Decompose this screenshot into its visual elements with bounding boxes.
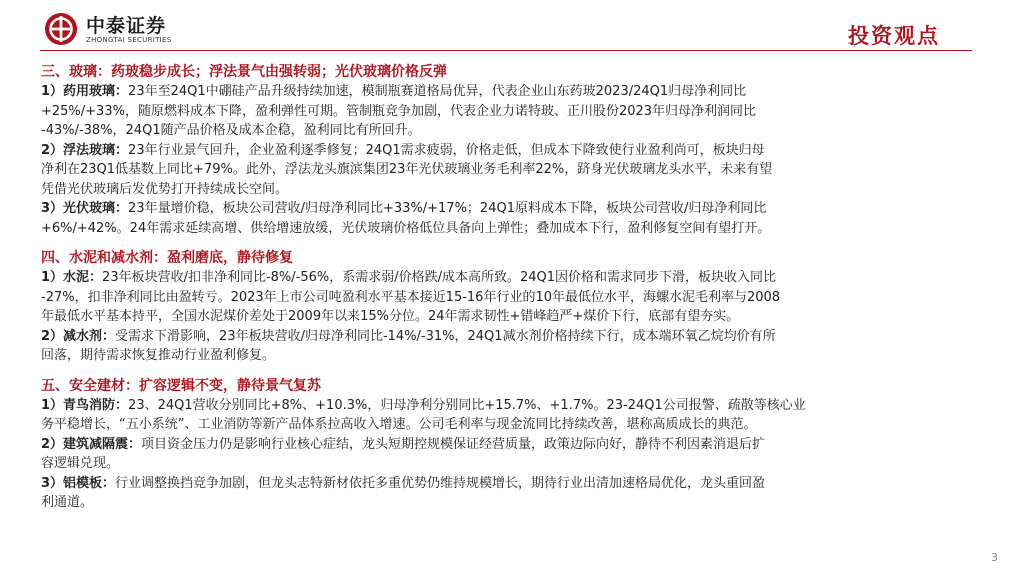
section-spacer <box>41 238 999 248</box>
zhongtai-logo-icon <box>44 12 78 46</box>
paragraph-qingniao <box>41 396 999 435</box>
page-title: 投资观点 <box>848 24 940 48</box>
paragraph-line <box>41 141 999 161</box>
section-title: 四、水泥和减水剂：盈利磨底，静待修复 <box>41 250 293 266</box>
paragraph-line: 年最低水平基本持平，全国水泥煤价差处于2009年以来15%分位。24年需求韧性+错峰趋严+煤价下行，底部有望夯实。 <box>41 309 740 324</box>
section-cement <box>41 248 999 366</box>
paragraph-text: 23、24Q1营收分别同比+8%、+10.3%，归母净利分别同比+15.7%、+1.7%。23-24Q1公司报警、疏散等核心业 <box>128 397 806 413</box>
paragraph-text: 23年板块营收/扣非净利同比-8%/-56%，系需求弱/价格跌/成本高所致。24Q1因价格和需求同步下滑，板块收入同比 <box>102 270 777 285</box>
paragraph-line: 回落，期待需求恢复推动行业盈利修复。 <box>41 348 276 363</box>
paragraph-label: 2）建筑减隔震： <box>41 436 142 452</box>
paragraph-float-glass <box>41 141 999 200</box>
paragraph-text: 受需求下滑影响，23年板块营收/归母净利同比-14%/-31%，24Q1减水剂价格持续下行，成本端环氧乙烷均价有所 <box>115 328 776 344</box>
section-safety-materials <box>41 376 999 513</box>
paragraph-text: 项目资金压力仍是影响行业核心症结，龙头短期控规模保证经营质量，政策边际向好，静待不利因素消退后扩 <box>141 436 766 452</box>
slide-header <box>0 0 1024 58</box>
paragraph-label: 2）浮法玻璃： <box>41 142 129 158</box>
paragraph-text: 行业调整换挡竞争加剧，但龙头志特新材依托多重优势仍维持规模增长，期待行业出清加速格局优化，龙头重回盈 <box>115 475 766 491</box>
paragraph-label: 3）光伏玻璃： <box>41 201 129 216</box>
paragraph-label: 1）青鸟消防： <box>41 397 129 413</box>
section-title: 三、玻璃：药玻稳步成长；浮法景气由强转弱；光伏玻璃价格反弹 <box>41 64 447 80</box>
paragraph-line <box>41 199 999 219</box>
paragraph-line <box>41 396 999 416</box>
paragraph-text: 23年至24Q1中硼硅产品升级持续加速，模制瓶赛道格局优异，代表企业山东药玻2023/24Q1归母净利同比 <box>128 84 747 99</box>
paragraph-line: 容逻辑兑现。 <box>41 456 120 471</box>
paragraph-line: 净利在23Q1低基数上同比+79%。此外，浮法龙头旗滨集团23年光伏玻璃业务毛利率22%，跻身光伏玻璃龙头水平，未来有望 <box>41 162 773 177</box>
paragraph-line: -43%/-38%，24Q1随产品价格及成本企稳，盈利同比有所回升。 <box>41 123 421 138</box>
paragraph-cement <box>41 268 999 327</box>
paragraph-line <box>41 327 999 347</box>
paragraph-line: -27%，扣非净利同比由盈转亏。2023年上市公司吨盈利水平基本接近15-16年行业的10年最低位水平，海螺水泥毛利率与2008 <box>41 289 781 305</box>
paragraph-seismic-isolation <box>41 435 999 474</box>
paragraph-line: 务平稳增长，“五小系统”、工业消防等新产品体系拉高收入增速。公司毛利率与现金流同比持续改善，堪称高质成长的典范。 <box>41 417 757 432</box>
paragraph-aluminum-formwork <box>41 474 999 513</box>
paragraph-pv-glass <box>41 199 999 238</box>
section-title: 五、安全建材：扩容逻辑不变，静待景气复苏 <box>41 377 321 394</box>
paragraph-text: 23年行业景气回升，企业盈利逐季修复；24Q1需求疲弱，价格走低，但成本下降致使行业盈利尚可，板块归母 <box>128 142 765 158</box>
paragraph-line: 利通道。 <box>41 495 94 510</box>
paragraph-line: +6%/+42%。24年需求延续高增、供给增速放缓，光伏玻璃价格低位具备向上弹性；叠加成本下行，盈利修复空间有望打开。 <box>41 220 771 236</box>
brand-name-cn: 中泰证券 <box>86 15 167 37</box>
paragraph-pharma-glass <box>41 82 999 141</box>
brand-name-en: ZHONGTAI SECURITIES <box>86 36 172 44</box>
paragraph-label: 3）铝模板： <box>41 475 116 491</box>
slide-body <box>41 62 999 513</box>
paragraph-line <box>41 268 999 288</box>
paragraph-label: 1）药用玻璃： <box>41 84 129 99</box>
paragraph-label: 1）水泥： <box>41 270 103 285</box>
paragraph-line <box>41 474 999 494</box>
paragraph-line: 凭借光伏玻璃后发优势打开持续成长空间。 <box>41 181 289 197</box>
paragraph-line: +25%/+33%，随原燃料成本下降，盈利弹性可期。管制瓶竞争加剧，代表企业力诺特玻、正川股份2023年归母净利润同比 <box>41 103 757 119</box>
paragraph-water-reducer <box>41 327 999 366</box>
paragraph-text: 23年量增价稳，板块公司营收/归母净利同比+33%/+17%；24Q1原料成本下降，板块公司营收/归母净利同比 <box>128 201 767 216</box>
section-glass <box>41 62 999 238</box>
paragraph-line <box>41 82 999 102</box>
section-spacer <box>41 366 999 376</box>
header-divider <box>40 50 972 51</box>
paragraph-label: 2）减水剂： <box>41 328 116 344</box>
page-number: 3 <box>991 551 998 564</box>
paragraph-line <box>41 435 999 455</box>
